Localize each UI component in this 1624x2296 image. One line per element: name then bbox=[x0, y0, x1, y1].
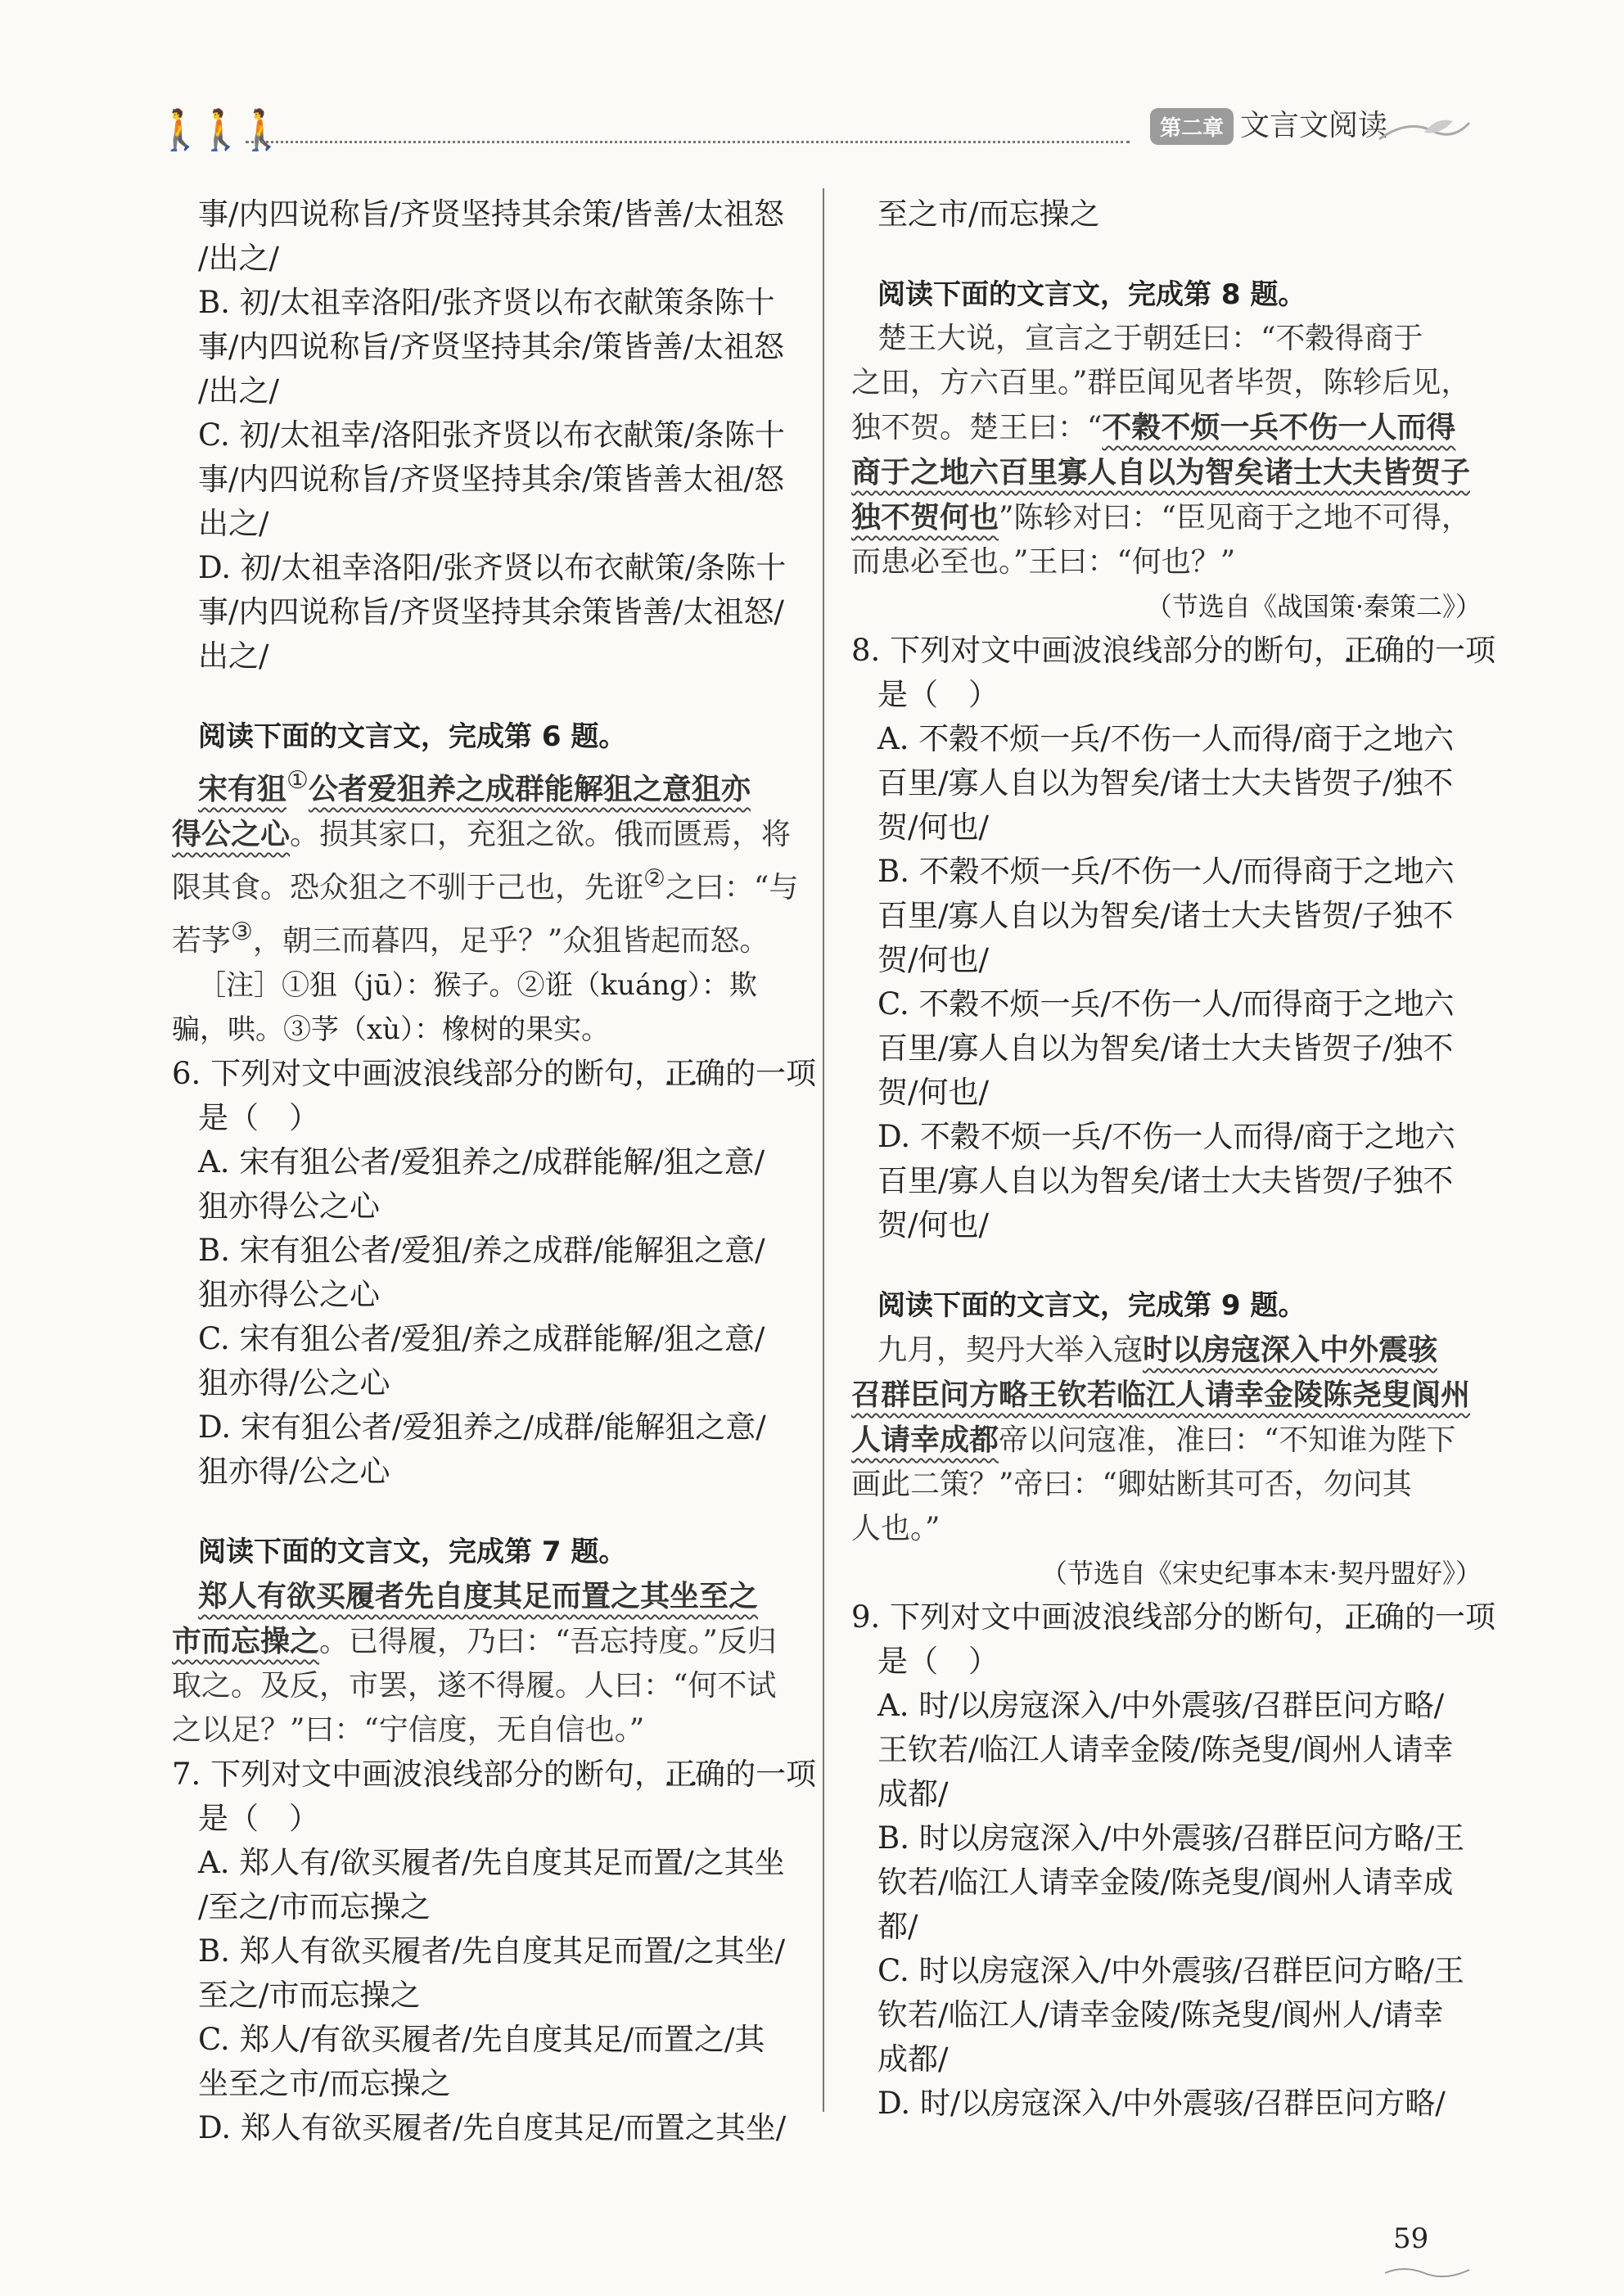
q6-passage-line bbox=[172, 910, 802, 963]
q9-passage-line bbox=[851, 1328, 1482, 1373]
text-line: 事/内四说称旨/齐贤坚持其余/策皆善/太祖怒 bbox=[198, 329, 784, 364]
q8-stem: 是（ ） bbox=[877, 677, 999, 712]
q6-header: 阅读下面的文言文，完成第 6 题。 bbox=[198, 720, 627, 753]
text-line: 事/内四说称旨/齐贤坚持其余策/皆善/太祖怒 bbox=[198, 196, 784, 232]
passage-text: 。已得履，乃曰：“吾忘持度。”反归 bbox=[319, 1625, 777, 1658]
q8-passage-line: 楚王大说，宣言之于朝廷曰：“不穀得商于 bbox=[877, 322, 1423, 355]
q7-passage-line bbox=[172, 1574, 802, 1619]
q7-option-continued: 至之市/而忘操之 bbox=[877, 196, 1100, 232]
passage-text: 独不贺。楚王曰：“ bbox=[851, 411, 1103, 444]
stem-text: 7. 下列对文中画波浪线部分的断句， bbox=[172, 1757, 665, 1792]
q9-option: 王钦若/临江人请幸金陵/陈尧叟/阆州人请幸 bbox=[877, 1732, 1454, 1767]
page-number: 59 bbox=[1393, 2222, 1429, 2255]
q8-option: B. 不穀不烦一兵/不伤一人/而得商于之地六 bbox=[877, 854, 1455, 889]
q9-passage-line: 画此二策？”帝曰：“卿姑断其可否，勿问其 bbox=[851, 1468, 1412, 1501]
q9-passage-line: 人也。” bbox=[851, 1512, 941, 1545]
running-figures-icon: 🚶🚶🚶 bbox=[156, 107, 278, 153]
q6-option: D. 宋有狙公者/爱狙养之/成群/能解狙之意/ bbox=[198, 1410, 766, 1445]
q6-option: A. 宋有狙公者/爱狙养之/成群能解/狙之意/ bbox=[198, 1144, 765, 1180]
q7-passage-line bbox=[172, 1619, 802, 1664]
q6-option: C. 宋有狙公者/爱狙/养之成群能解/狙之意/ bbox=[198, 1321, 765, 1356]
q9-option: B. 时以房寇深入/中外震骇/召群臣问方略/王 bbox=[877, 1820, 1465, 1856]
q6-stem bbox=[172, 1052, 817, 1096]
q8-option: 百里/寡人自以为智矣/诸士大夫皆贺/子独不 bbox=[877, 1163, 1454, 1198]
q7-passage-line: 取之。及反，市罢，遂不得履。人曰：“何不试 bbox=[172, 1669, 777, 1703]
wavy-text: 召群臣问方略王钦若临江人请幸金陵陈尧叟阆州 bbox=[851, 1378, 1471, 1412]
chapter-title: 文言文阅读 bbox=[1240, 109, 1388, 142]
passage-text: 帝以问寇准，准曰：“不知谁为陛下 bbox=[999, 1423, 1456, 1457]
header-dotted-rule bbox=[246, 141, 1130, 143]
q9-option: C. 时以房寇深入/中外震骇/召群臣问方略/王 bbox=[877, 1953, 1464, 1988]
q8-option: 百里/寡人自以为智矣/诸士大夫皆贺子/独不 bbox=[877, 765, 1454, 801]
q6-option: B. 宋有狙公者/爱狙/养之成群/能解狙之意/ bbox=[198, 1233, 765, 1268]
q9-passage-line bbox=[851, 1418, 1482, 1463]
wavy-text: 时以房寇深入中外震骇 bbox=[1143, 1333, 1438, 1367]
stem-text: 9. 下列对文中画波浪线部分的断句， bbox=[851, 1599, 1345, 1635]
q6-passage-line bbox=[172, 812, 802, 857]
emphasis-word: 正确 • • bbox=[1344, 633, 1405, 668]
wavy-text: 商于之地六百里寡人自以为智矣诸士大夫皆贺子 bbox=[851, 455, 1471, 489]
stem-text: 8. 下列对文中画波浪线部分的断句， bbox=[851, 633, 1345, 668]
q9-passage-line bbox=[851, 1373, 1482, 1418]
text-line: 出之/ bbox=[198, 506, 269, 541]
wavy-text: 郑人有欲买履者先自度其足而置之其坐至之 bbox=[198, 1579, 759, 1613]
text-line: 事/内四说称旨/齐贤坚持其余策皆善/太祖怒/ bbox=[198, 594, 784, 629]
q9-option: A. 时/以房寇深入/中外震骇/召群臣问方略/ bbox=[877, 1688, 1445, 1723]
option-c-line: C. 初/太祖幸/洛阳张齐贤以布衣献策/条陈十 bbox=[198, 417, 785, 453]
emphasis-word: 正确 • • bbox=[665, 1056, 725, 1091]
q8-option: 贺/何也/ bbox=[877, 1075, 989, 1110]
q8-option: 百里/寡人自以为智矣/诸士大夫皆贺/子独不 bbox=[877, 898, 1454, 933]
wavy-text: 人请幸成都 bbox=[851, 1423, 999, 1457]
footnote-marker: ① bbox=[286, 766, 309, 795]
q8-passage-line bbox=[851, 405, 1482, 450]
q9-source: （节选自《宋史纪事本末·契丹盟好》） bbox=[1040, 1558, 1482, 1589]
column-divider bbox=[823, 188, 824, 2112]
footer-flourish-icon bbox=[1383, 2263, 1473, 2280]
wavy-text: 独不贺何也 bbox=[851, 500, 999, 535]
q6-option: 狙亦得公之心 bbox=[198, 1189, 380, 1224]
q8-option: A. 不穀不烦一兵/不伤一人而得/商于之地六 bbox=[877, 721, 1455, 756]
left-column bbox=[172, 192, 817, 2150]
wavy-text: 不穀不烦一兵不伤一人而得 bbox=[1102, 410, 1456, 444]
q8-option: 贺/何也/ bbox=[877, 1207, 989, 1243]
q8-passage-line bbox=[851, 450, 1482, 495]
stem-text: 6. 下列对文中画波浪线部分的断句， bbox=[172, 1056, 665, 1091]
text-line: /出之/ bbox=[198, 241, 279, 276]
footnote-marker: ② bbox=[643, 864, 665, 893]
footnote-marker: ③ bbox=[231, 918, 253, 946]
stem-text: 的一项 bbox=[1405, 633, 1496, 668]
passage-text: ”陈轸对曰：“臣见商于之地不可得， bbox=[999, 501, 1471, 535]
q8-option: 贺/何也/ bbox=[877, 810, 989, 845]
text-line: /出之/ bbox=[198, 373, 279, 408]
q7-option: D. 郑人有欲买履者/先自度其足/而置之其坐/ bbox=[198, 2110, 787, 2145]
q9-stem bbox=[851, 1595, 1496, 1640]
q8-header: 阅读下面的文言文，完成第 8 题。 bbox=[877, 278, 1306, 311]
q7-option: 至之/市而忘操之 bbox=[198, 1978, 421, 2013]
q8-passage-line: 之田，方六百里。”群臣闻见者毕贺，陈轸后见， bbox=[851, 366, 1471, 399]
passage-text: 限其食。恐众狙之不驯于己也，先诳 bbox=[172, 871, 644, 904]
wavy-text: 得公之心 bbox=[172, 817, 291, 851]
wavy-text: 宋有狙 bbox=[198, 772, 287, 806]
q7-header: 阅读下面的文言文，完成第 7 题。 bbox=[198, 1536, 627, 1568]
wavy-text: 市而忘操之 bbox=[172, 1624, 320, 1658]
emphasis-word: 正确 • • bbox=[665, 1757, 725, 1792]
q7-option: C. 郑人/有欲买履者/先自度其足/而置之/其 bbox=[198, 2022, 765, 2057]
q6-passage-line bbox=[172, 857, 802, 910]
q6-option: 狙亦得公之心 bbox=[198, 1277, 380, 1312]
q6-note: 骗，哄。③芧（xù）：橡树的果实。 bbox=[172, 1013, 610, 1046]
option-b-line: B. 初/太祖幸洛阳/张齐贤以布衣献策条陈十 bbox=[198, 285, 775, 320]
passage-text: 之曰：“与 bbox=[665, 871, 799, 904]
q7-passage-line: 之以足？”曰：“宁信度，无自信也。” bbox=[172, 1713, 645, 1747]
q7-option: /至之/市而忘操之 bbox=[198, 1889, 431, 1924]
q9-option: D. 时/以房寇深入/中外震骇/召群臣问方略/ bbox=[877, 2086, 1446, 2121]
q8-passage-line: 而患必至也。”王曰：“何也？” bbox=[851, 545, 1236, 579]
q6-option: 狙亦得/公之心 bbox=[198, 1454, 390, 1489]
q9-option: 钦若/临江人请幸金陵/陈尧叟/阆州人请幸成 bbox=[877, 1865, 1454, 1900]
page-header bbox=[0, 0, 1624, 156]
wavy-text: 公者爱狙养之成群能解狙之意狙亦 bbox=[308, 772, 751, 806]
stem-text: 的一项 bbox=[725, 1757, 817, 1792]
text-line: 事/内四说称旨/齐贤坚持其余/策皆善太祖/怒 bbox=[198, 462, 784, 497]
q9-option: 钦若/临江人/请幸金陵/陈尧叟/阆州人/请幸 bbox=[877, 1997, 1444, 2032]
chapter-badge: 第二章 bbox=[1150, 108, 1234, 145]
q9-option: 都/ bbox=[877, 1909, 918, 1944]
passage-text: 九月，契丹大举入寇 bbox=[877, 1333, 1144, 1367]
q7-option: B. 郑人有欲买履者/先自度其足而置/之其坐/ bbox=[198, 1933, 786, 1969]
passage-text: 。损其家口，充狙之欲。俄而匮焉，将 bbox=[290, 818, 792, 851]
q8-option: 贺/何也/ bbox=[877, 942, 989, 977]
leaf-decoration-icon bbox=[1375, 115, 1473, 147]
q6-option: 狙亦得/公之心 bbox=[198, 1365, 390, 1401]
q8-option: 百里/寡人自以为智矣/诸士大夫皆贺子/独不 bbox=[877, 1031, 1454, 1066]
q9-option: 成都/ bbox=[877, 2041, 949, 2077]
q8-passage-line bbox=[851, 495, 1482, 540]
q7-option: 坐至之市/而忘操之 bbox=[198, 2066, 451, 2101]
q7-stem: 是（ ） bbox=[198, 1801, 319, 1836]
emphasis-word: 正确 • • bbox=[1344, 1599, 1405, 1635]
q8-option: D. 不穀不烦一兵/不伤一人而得/商于之地六 bbox=[877, 1119, 1455, 1154]
stem-text: 的一项 bbox=[725, 1056, 817, 1091]
right-column bbox=[851, 192, 1496, 2126]
q7-option: A. 郑人有/欲买履者/先自度其足而置/之其坐 bbox=[198, 1845, 785, 1880]
passage-text: 若芧 bbox=[172, 924, 232, 958]
passage-text: ，朝三而暮四，足乎？”众狙皆起而怒。 bbox=[252, 924, 769, 958]
q8-option: C. 不穀不烦一兵/不伤一人/而得商于之地六 bbox=[877, 986, 1455, 1022]
q8-stem bbox=[851, 629, 1496, 673]
q6-stem: 是（ ） bbox=[198, 1100, 319, 1135]
text-line: 出之/ bbox=[198, 638, 269, 674]
stem-text: 的一项 bbox=[1405, 1599, 1496, 1635]
q6-note: ［注］①狙（jū）：猴子。②诳（kuáng）：欺 bbox=[198, 969, 757, 1002]
q9-option: 成都/ bbox=[877, 1776, 949, 1811]
q6-passage-line bbox=[172, 759, 802, 812]
q9-header: 阅读下面的文言文，完成第 9 题。 bbox=[877, 1289, 1306, 1322]
option-d-line: D. 初/太祖幸洛阳/张齐贤以布衣献策/条陈十 bbox=[198, 550, 787, 585]
q8-source: （节选自《战国策·秦策二》） bbox=[1145, 591, 1482, 622]
q9-stem: 是（ ） bbox=[877, 1644, 999, 1679]
q7-stem bbox=[172, 1752, 817, 1797]
